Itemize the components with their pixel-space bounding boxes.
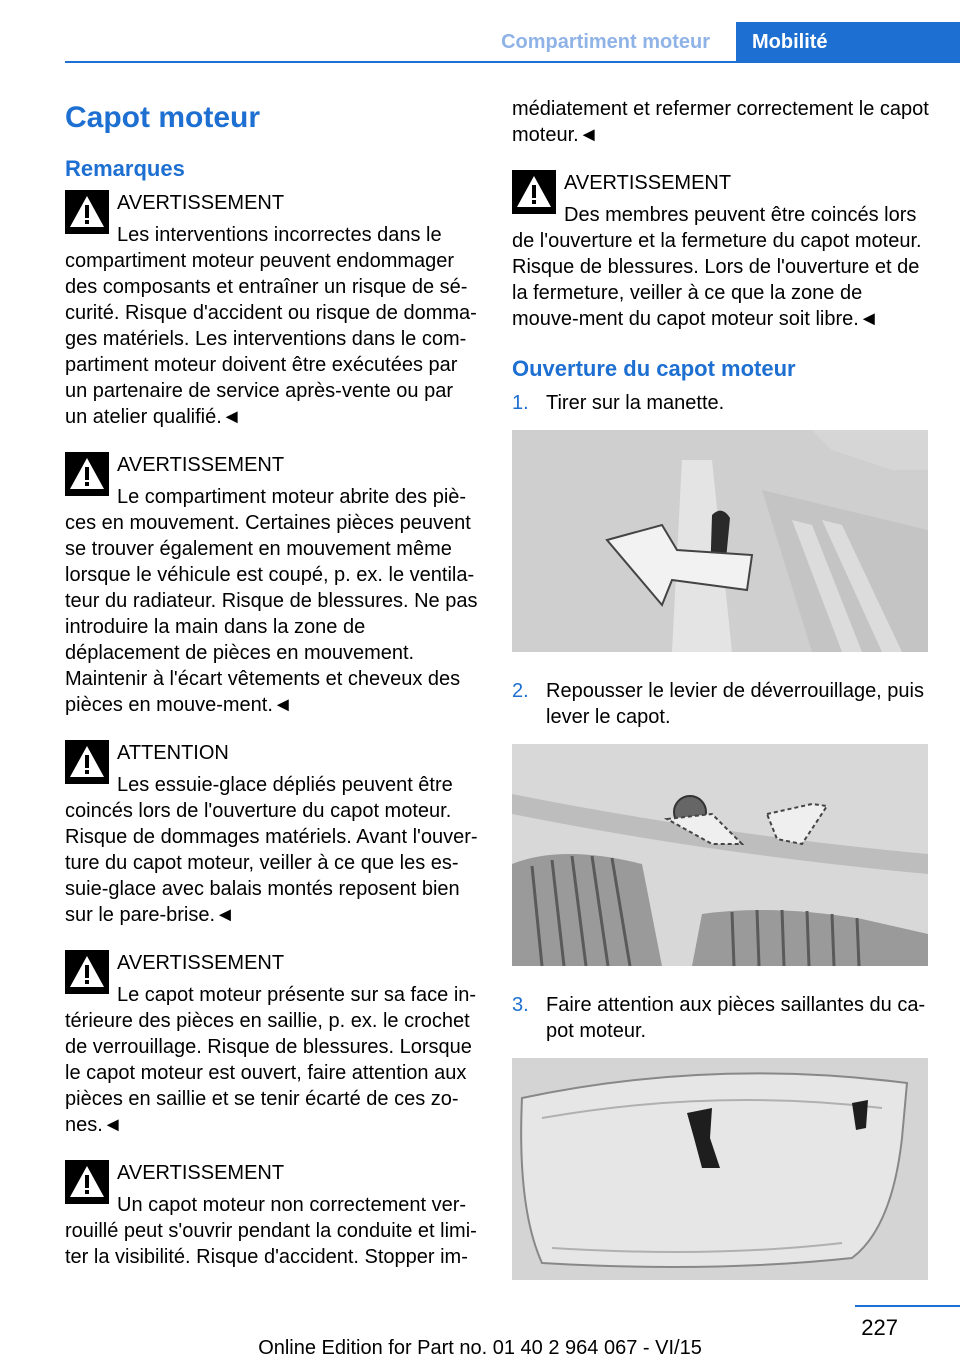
section-heading-remarques: Remarques	[65, 156, 185, 181]
warning-lead: Le compartiment moteur abrite des piè-	[117, 486, 467, 508]
warning-triangle-icon	[512, 170, 556, 214]
warning-triangle-icon	[65, 452, 109, 496]
step-text: Faire attention aux pièces saillantes du ca-pot moteur.	[546, 994, 926, 1042]
edition-note: Online Edition for Part no. 01 40 2 964 067 - VI/15	[258, 1337, 702, 1359]
warning-label: AVERTISSEMENT	[117, 1162, 285, 1184]
warning-triangle-icon	[65, 740, 109, 784]
page-footer	[0, 1305, 960, 1362]
warning-text: térieure des pièces en saillie, p. ex. le crochet de verrouillage. Risque de blessures. Lorsque le capot moteur est ouvert, faire attention aux pièces en saillie et se tenir écarté de ces zo-nes.◄	[65, 1010, 472, 1136]
list-item	[512, 390, 930, 652]
warning-text: compartiment moteur peuvent endommager des composants et entraîner un risque de sé-curité. Risque d'accident ou risque de domma-ges matériels. Les interventions dans le com-partiment moteur doivent être exécutées par un partenaire de service après-vente ou par un atelier qualifié.◄	[65, 250, 477, 428]
hood-lever-illustration	[512, 744, 928, 966]
continued-text: médiatement et refermer correctement le capot moteur.◄	[512, 98, 929, 146]
step-number: 3.	[512, 994, 529, 1016]
hood-underside-illustration	[512, 1058, 928, 1280]
footer-rule	[855, 1305, 960, 1307]
header-rule	[65, 61, 960, 63]
step-number: 2.	[512, 680, 529, 702]
step-number: 1.	[512, 392, 529, 414]
page-header	[0, 0, 960, 62]
warning-block	[65, 1160, 480, 1270]
warning-lead: Des membres peuvent être coincés lors	[564, 204, 917, 226]
warning-block	[512, 170, 930, 332]
warning-text: de l'ouverture et la fermeture du capot moteur. Risque de blessures. Lors de l'ouverture et de la fermeture, veiller à ce que la zone de mouve-ment du capot moteur soit libre.◄	[512, 230, 922, 330]
warning-block	[65, 190, 480, 430]
warning-triangle-icon	[65, 950, 109, 994]
step-text: Tirer sur la manette.	[546, 392, 725, 414]
caution-block	[65, 740, 480, 928]
warning-block	[65, 950, 480, 1138]
warning-label: AVERTISSEMENT	[564, 172, 732, 194]
steps-list	[512, 390, 930, 1280]
warning-label: AVERTISSEMENT	[117, 454, 285, 476]
page-number: 227	[861, 1315, 898, 1340]
header-chapter-tab[interactable]: Mobilité	[736, 22, 960, 62]
caution-label: ATTENTION	[117, 742, 229, 764]
list-item	[512, 992, 930, 1280]
right-column	[512, 96, 930, 1306]
caution-lead: Les essuie-glace dépliés peuvent être	[117, 774, 453, 796]
header-section-title: Compartiment moteur	[501, 31, 710, 53]
warning-text: rouillé peut s'ouvrir pendant la conduite et limi-ter la visibilité. Risque d'accident. Stopper im-	[65, 1220, 477, 1268]
warning-text: ces en mouvement. Certaines pièces peuvent se trouver également en mouvement même lorsque le véhicule est coupé, p. ex. le ventila-teur du radiateur. Risque de blessures. Ne pas introduire la main dans la zone de déplacement de pièces en mouvement. Maintenir à l'écart vêtements et cheveux des pièces en mouve-ment.◄	[65, 512, 478, 716]
warning-triangle-icon	[65, 190, 109, 234]
page-title: Capot moteur	[65, 101, 260, 134]
warning-label: AVERTISSEMENT	[117, 192, 285, 214]
step-text: Repousser le levier de déverrouillage, puis lever le capot.	[546, 680, 924, 728]
warning-lead: Le capot moteur présente sur sa face in-	[117, 984, 477, 1006]
warning-triangle-icon	[65, 1160, 109, 1204]
warning-lead: Un capot moteur non correctement ver-	[117, 1194, 467, 1216]
warning-lead: Les interventions incorrectes dans le	[117, 224, 442, 246]
caution-text: coincés lors de l'ouverture du capot moteur. Risque de dommages matériels. Avant l'ouver-ture du capot moteur, veiller à ce que les es-suie-glace avec balais montés reposent bien sur le pare-brise.◄	[65, 800, 478, 926]
warning-block	[65, 452, 480, 718]
left-column	[65, 96, 480, 1292]
list-item	[512, 678, 930, 966]
hood-release-handle-illustration	[512, 430, 928, 652]
section-heading-ouverture: Ouverture du capot moteur	[512, 356, 796, 381]
warning-label: AVERTISSEMENT	[117, 952, 285, 974]
